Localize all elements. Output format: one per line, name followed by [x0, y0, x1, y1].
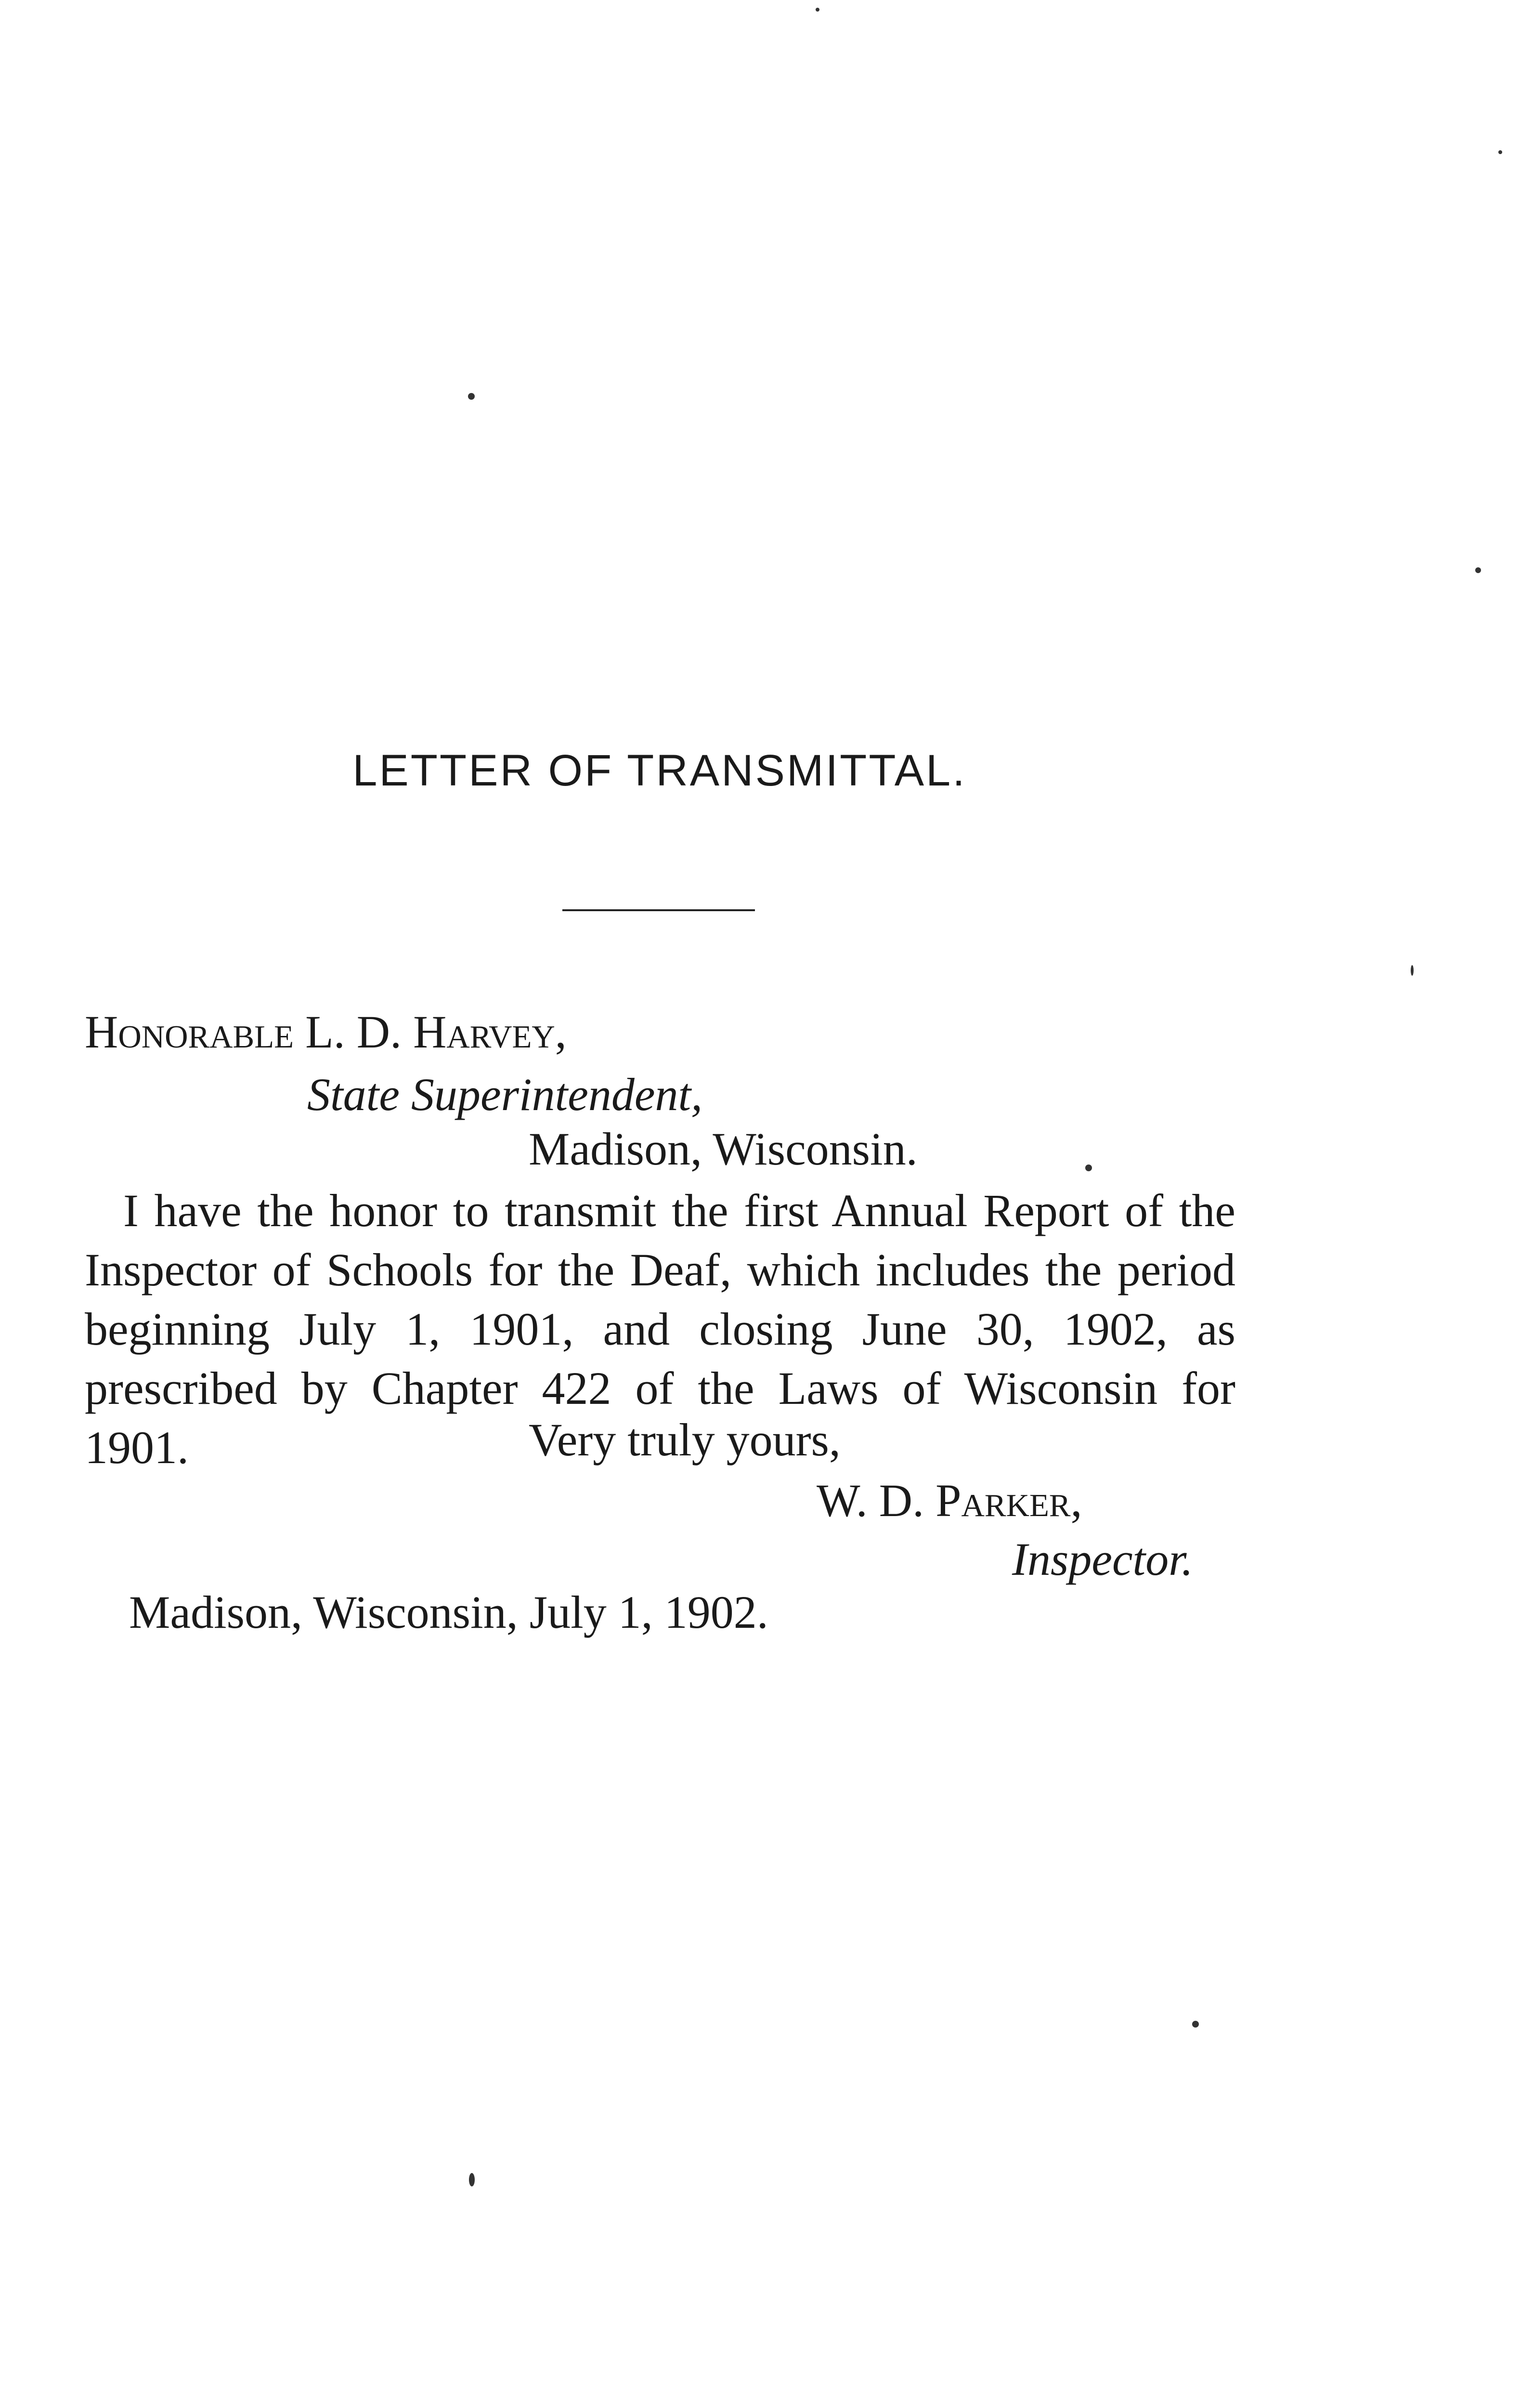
- signer-name: W. D. Parker,: [817, 1475, 1082, 1526]
- date-line: Madison, Wisconsin, July 1, 1902.: [129, 1586, 768, 1638]
- addressee-location: Madison, Wisconsin.: [529, 1123, 918, 1175]
- scan-speck: [469, 2173, 475, 2186]
- scan-speck: [1475, 567, 1481, 573]
- scan-speck: [1192, 2021, 1199, 2028]
- letter-title: LETTER OF TRANSMITTAL.: [352, 746, 967, 795]
- letter-closing: Very truly yours,: [529, 1414, 841, 1466]
- signer-title: Inspector.: [1012, 1533, 1193, 1585]
- scan-speck: [1411, 965, 1414, 976]
- title-divider: [562, 909, 755, 911]
- scan-speck: [1085, 1165, 1092, 1171]
- addressee-title: State Superintendent,: [307, 1069, 703, 1120]
- addressee-name: Honorable L. D. Harvey,: [85, 1006, 567, 1058]
- scan-speck: [1498, 150, 1502, 154]
- scan-speck: [468, 393, 475, 400]
- scan-speck: [816, 8, 819, 12]
- letter-body-text: I have the honor to transmit the first Annual Report of the Inspector of Schools for the Deaf, which includes the period beginning July 1, 1901, and closing June 30, 1902, as prescribed by Chapter 422 of the Laws of Wisconsin for 1901.: [85, 1185, 1235, 1473]
